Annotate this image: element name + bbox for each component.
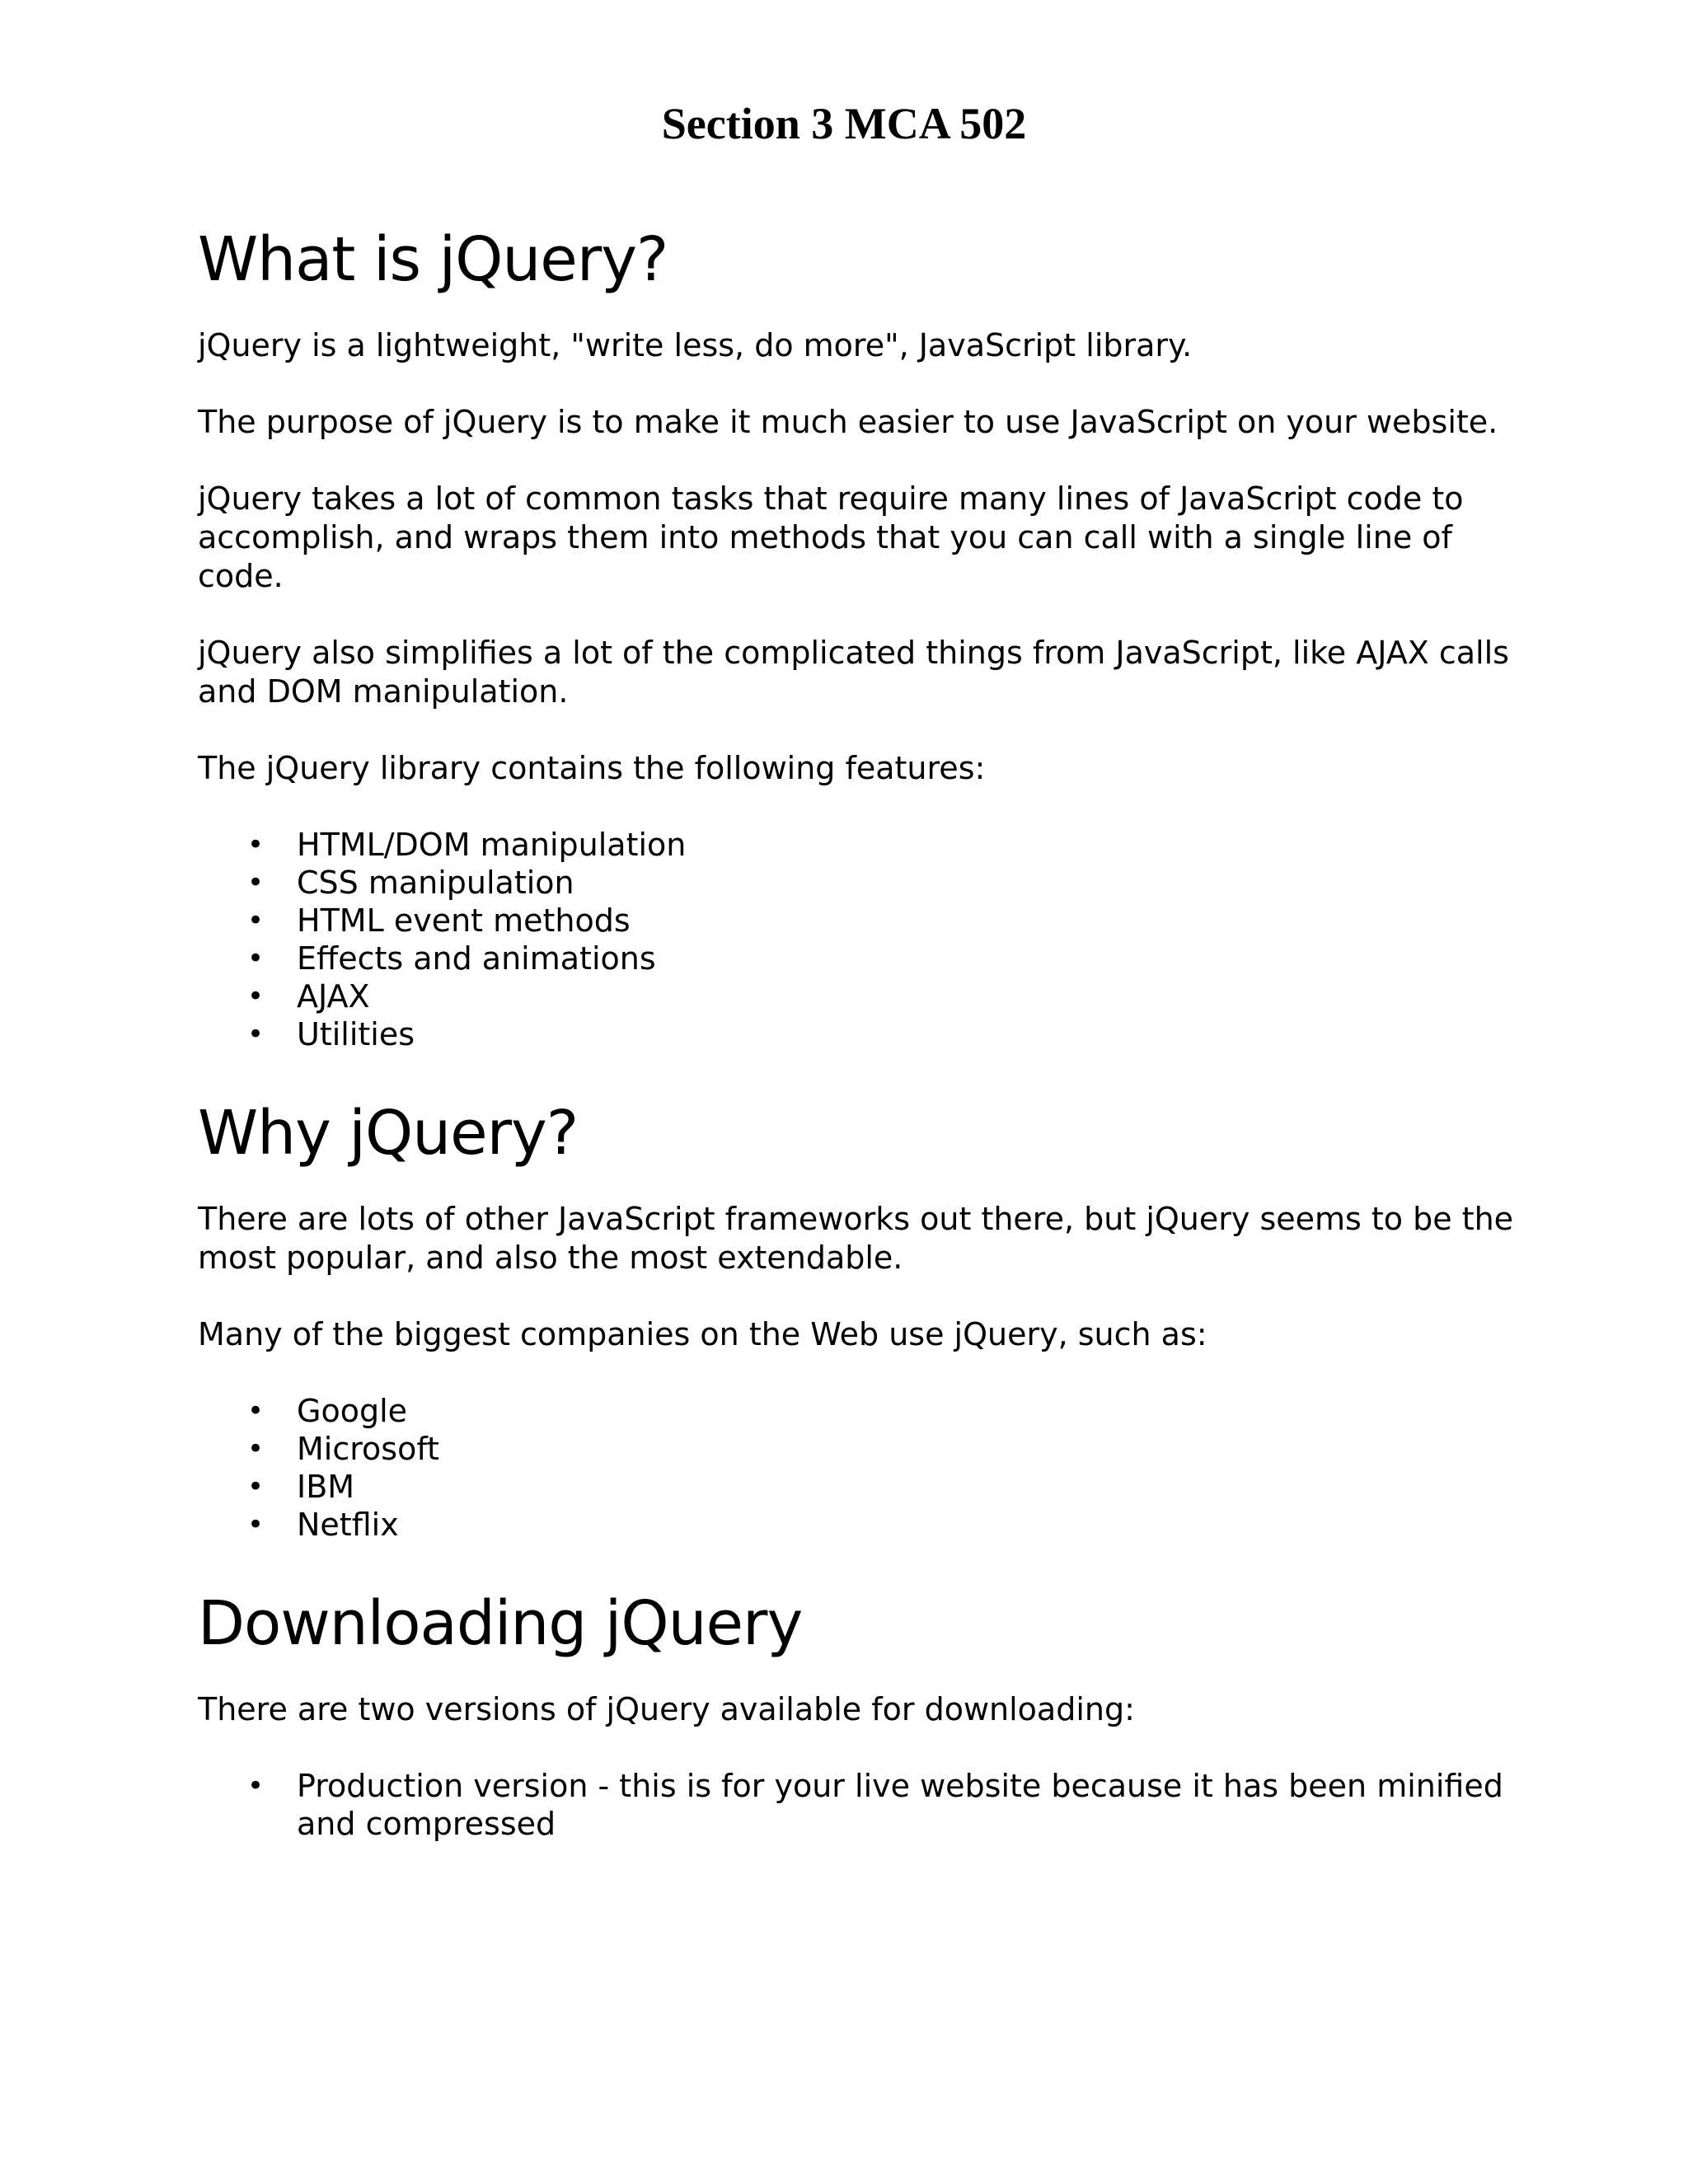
bullet-icon: • xyxy=(247,1470,265,1503)
list-item xyxy=(247,864,1517,902)
list-item-text: AJAX xyxy=(297,978,370,1015)
paragraph: The jQuery library contains the following features: xyxy=(198,750,986,786)
paragraph: jQuery takes a lot of common tasks that require many lines of JavaScript code to accomplish, and wraps them into methods that you can call with a single line of code. xyxy=(198,480,1464,594)
companies-list xyxy=(198,1392,1517,1544)
paragraph: There are two versions of jQuery available for downloading: xyxy=(198,1691,1135,1727)
list-item-text: Google xyxy=(297,1393,408,1429)
bullet-icon: • xyxy=(247,1432,265,1465)
bullet-icon: • xyxy=(247,1769,265,1802)
bullet-icon: • xyxy=(247,1394,265,1427)
features-list xyxy=(198,826,1517,1053)
section-why-jquery xyxy=(198,1096,1517,1544)
section-downloading-jquery xyxy=(198,1586,1517,1843)
paragraph: There are lots of other JavaScript frameworks out there, but jQuery seems to be the most popular, and also the most extendable. xyxy=(198,1201,1514,1276)
section-what-is-jquery xyxy=(198,223,1517,1053)
bullet-icon: • xyxy=(247,828,265,861)
paragraph: The purpose of jQuery is to make it much easier to use JavaScript on your website. xyxy=(198,404,1498,440)
list-item xyxy=(247,1506,1517,1544)
bullet-icon: • xyxy=(247,942,265,975)
list-item xyxy=(247,1468,1517,1506)
paragraph: jQuery is a lightweight, "write less, do more", JavaScript library. xyxy=(198,327,1193,363)
paragraph: Many of the biggest companies on the Web use jQuery, such as: xyxy=(198,1316,1207,1352)
bullet-icon: • xyxy=(247,1508,265,1541)
list-item-text: CSS manipulation xyxy=(297,865,574,901)
list-item-text: IBM xyxy=(297,1469,355,1505)
list-item xyxy=(247,1767,1517,1843)
list-item xyxy=(247,1015,1517,1053)
paragraph: jQuery also simplifies a lot of the complicated things from JavaScript, like AJAX calls and DOM manipulation. xyxy=(198,635,1509,710)
list-item xyxy=(247,940,1517,977)
list-item-text: Utilities xyxy=(297,1016,415,1052)
list-item xyxy=(247,902,1517,940)
bullet-icon: • xyxy=(247,1018,265,1051)
list-item-text: Production version - this is for your live website because it has been minified and compressed xyxy=(297,1768,1503,1842)
section-heading: What is jQuery? xyxy=(198,224,668,295)
section-heading: Why jQuery? xyxy=(198,1098,579,1169)
list-item xyxy=(247,977,1517,1015)
list-item xyxy=(247,1430,1517,1468)
list-item-text: HTML/DOM manipulation xyxy=(297,827,687,863)
page-header: Section 3 MCA 502 xyxy=(661,99,1027,148)
section-heading: Downloading jQuery xyxy=(198,1588,803,1659)
document-body xyxy=(198,223,1517,1843)
list-item-text: Microsoft xyxy=(297,1431,439,1467)
list-item xyxy=(247,826,1517,864)
list-item-text: HTML event methods xyxy=(297,902,631,939)
list-item-text: Netflix xyxy=(297,1507,399,1543)
versions-list xyxy=(198,1767,1517,1843)
bullet-icon: • xyxy=(247,904,265,937)
list-item xyxy=(247,1392,1517,1430)
list-item-text: Effects and animations xyxy=(297,940,656,977)
bullet-icon: • xyxy=(247,980,265,1013)
bullet-icon: • xyxy=(247,866,265,899)
